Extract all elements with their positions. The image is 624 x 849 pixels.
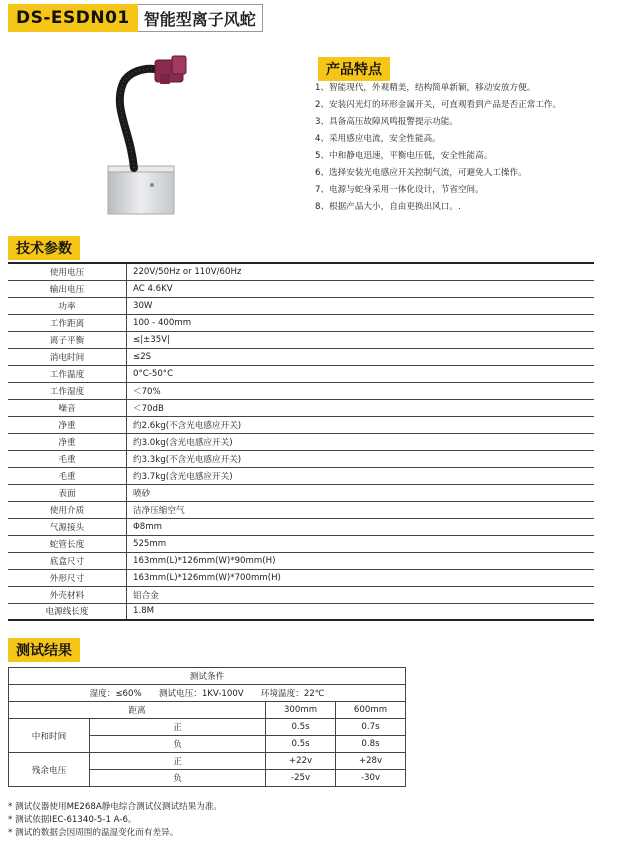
spec-label: 气源接头: [8, 518, 127, 535]
conditions-title: 测试条件: [9, 668, 406, 685]
footnote: * 测试依据IEC-61340-5-1 A-6。: [8, 815, 137, 825]
spec-label: 蛇管长度: [8, 535, 127, 552]
spec-label: 净重: [8, 433, 127, 450]
feature-item: 6、选择安装光电感应开关控制气流，可避免人工操作。: [315, 168, 527, 178]
spec-value: 洁净压缩空气: [127, 501, 595, 518]
specs-title: 技术参数: [8, 236, 80, 260]
residual-label: 残余电压: [9, 753, 90, 787]
spec-value: 喷砂: [127, 484, 595, 501]
distance-label: 距离: [9, 702, 266, 719]
spec-label: 外形尺寸: [8, 569, 127, 586]
result-cell: +22v: [266, 753, 336, 770]
feature-item: 3、具备高压故障风鸣报警提示功能。: [315, 117, 458, 127]
spec-value: 1.8M: [127, 603, 595, 620]
spec-row: [8, 280, 594, 297]
spec-row: [8, 348, 594, 365]
results-title: 测试结果: [8, 638, 80, 662]
spec-label: 工作温度: [8, 365, 127, 382]
feature-item: 8、根据产品大小，自由更换出风口。.: [315, 202, 461, 212]
spec-row: [8, 569, 594, 586]
result-cell: 0.8s: [336, 736, 406, 753]
spec-label: 工作湿度: [8, 382, 127, 399]
spec-label: 噪音: [8, 399, 127, 416]
spec-row: [8, 467, 594, 484]
spec-row: [8, 484, 594, 501]
spec-label: 功率: [8, 297, 127, 314]
spec-label: 电源线长度: [8, 603, 127, 620]
spec-value: 30W: [127, 297, 595, 314]
spec-value: 约3.7kg(含光电感应开关): [127, 467, 595, 484]
spec-value: 163mm(L)*126mm(W)*700mm(H): [127, 569, 595, 586]
spec-value: ＜70%: [127, 382, 595, 399]
specs-table: [8, 262, 594, 621]
feature-item: 2、安装闪光灯的环形金属开关，可直观看到产品是否正常工作。: [315, 100, 562, 110]
product-name: 智能型离子风蛇: [138, 4, 263, 32]
results-table: [8, 667, 406, 787]
conditions-text: 湿度：≤60% 测试电压：1KV-100V 环境温度：22℃: [9, 685, 406, 702]
spec-row: [8, 552, 594, 569]
spec-value: ≤2S: [127, 348, 595, 365]
spec-label: 净重: [8, 416, 127, 433]
spec-row: [8, 501, 594, 518]
features-list: [315, 80, 615, 216]
footnote: * 测试仪器使用ME268A静电综合测试仪测试结果为准。: [8, 802, 223, 812]
spec-row: [8, 399, 594, 416]
spec-row: [8, 297, 594, 314]
feature-item: 5、中和静电迅速，平衡电压低，安全性能高。: [315, 151, 493, 161]
base-screw: [150, 183, 154, 187]
result-cell: 0.5s: [266, 736, 336, 753]
spec-value: AC 4.6KV: [127, 280, 595, 297]
spec-row: [8, 382, 594, 399]
spec-row: [8, 450, 594, 467]
spec-value: 0°C-50°C: [127, 365, 595, 382]
result-cell: 0.7s: [336, 719, 406, 736]
distance-300: 300mm: [266, 702, 336, 719]
spec-value: 220V/50Hz or 110V/60Hz: [127, 263, 595, 280]
spec-label: 输出电压: [8, 280, 127, 297]
result-cell: -25v: [266, 770, 336, 787]
spec-row: [8, 263, 594, 280]
spec-label: 毛重: [8, 467, 127, 484]
spec-value: Φ8mm: [127, 518, 595, 535]
spec-value: 约3.3kg(不含光电感应开关): [127, 450, 595, 467]
spec-row: [8, 518, 594, 535]
feature-item: 4、采用感应电流，安全性能高。: [315, 134, 441, 144]
distance-600: 600mm: [336, 702, 406, 719]
neutralize-label: 中和时间: [9, 719, 90, 753]
result-cell: -30v: [336, 770, 406, 787]
spec-value: ≤|±35V|: [127, 331, 595, 348]
spec-value: 约3.0kg(含光电感应开关): [127, 433, 595, 450]
spec-label: 工作距离: [8, 314, 127, 331]
footnotes: [8, 801, 222, 840]
flexible-hose: [120, 69, 160, 168]
spec-label: 底盒尺寸: [8, 552, 127, 569]
spec-label: 毛重: [8, 450, 127, 467]
base-top: [108, 166, 174, 172]
footnote: * 测试的数据会因周围的温湿变化而有差异。: [8, 828, 179, 838]
model-number: DS-ESDN01: [8, 4, 138, 32]
spec-label: 离子平衡: [8, 331, 127, 348]
spec-label: 消电时间: [8, 348, 127, 365]
spec-row: [8, 603, 594, 620]
polarity-negative: 负: [90, 736, 266, 753]
spec-row: [8, 331, 594, 348]
spec-value: 铝合金: [127, 586, 595, 603]
spec-value: 525mm: [127, 535, 595, 552]
feature-item: 1、智能现代，外观精美，结构简单新颖，移动安放方便。: [315, 83, 536, 93]
spec-value: ＜70dB: [127, 399, 595, 416]
spec-row: [8, 433, 594, 450]
polarity-positive: 正: [90, 753, 266, 770]
spec-row: [8, 365, 594, 382]
spec-row: [8, 586, 594, 603]
spec-label: 表面: [8, 484, 127, 501]
spec-label: 外壳材料: [8, 586, 127, 603]
base-box: [108, 170, 174, 214]
result-cell: +28v: [336, 753, 406, 770]
spec-value: 100 - 400mm: [127, 314, 595, 331]
spec-label: 使用电压: [8, 263, 127, 280]
spec-row: [8, 416, 594, 433]
product-image: [100, 50, 290, 220]
feature-item: 7、电源与蛇身采用一体化设计，节省空间。: [315, 185, 484, 195]
result-cell: 0.5s: [266, 719, 336, 736]
polarity-positive: 正: [90, 719, 266, 736]
spec-label: 使用介质: [8, 501, 127, 518]
spec-value: 163mm(L)*126mm(W)*90mm(H): [127, 552, 595, 569]
spec-row: [8, 314, 594, 331]
title-bar: [8, 4, 263, 32]
polarity-negative: 负: [90, 770, 266, 787]
spec-value: 约2.6kg(不含光电感应开关): [127, 416, 595, 433]
spec-row: [8, 535, 594, 552]
nozzle-connector: [155, 56, 186, 84]
features-title: 产品特点: [318, 57, 390, 81]
